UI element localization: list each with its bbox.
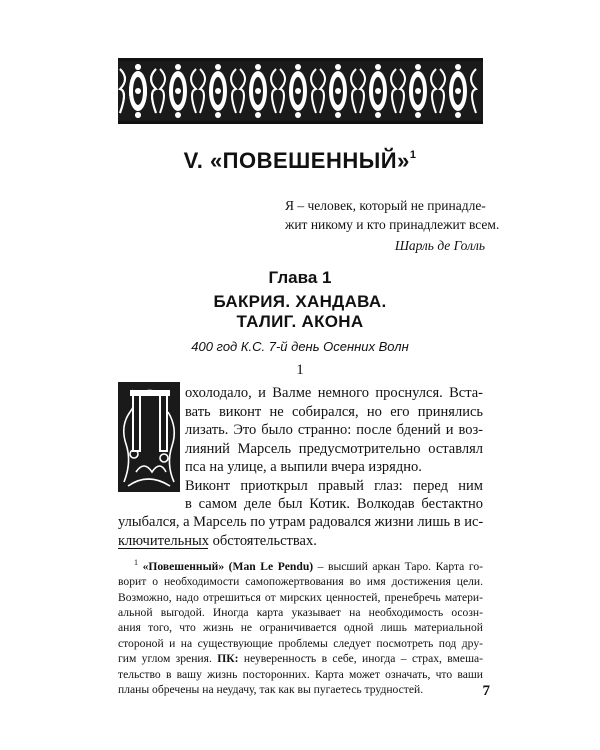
page-number: 7: [482, 683, 490, 699]
footnote-line: [118, 555, 483, 574]
epigraph-line: жит никому и кто принадлежит всем.: [285, 217, 500, 232]
footnote-line: альной выгодой. Иногда карта указывает на необходимость осозн-: [118, 606, 483, 620]
footnote-divider: [118, 548, 208, 549]
floral-ornament-icon: [118, 58, 483, 124]
body-line: Виконт приоткрыл правый глаз: перед ним: [185, 477, 483, 494]
body-text-full-width: [118, 513, 483, 550]
body-text: [185, 384, 483, 514]
body-line: улыбался, а Марсель по утрам радовался жизни лишь в ис-: [118, 514, 484, 530]
body-line: лизать. Это было странно: после бдений и воз-: [185, 422, 483, 438]
ornamental-dropcap-icon: [118, 382, 180, 492]
footnote-line: планы обречены на неудачу, так как вы пугаетесь трудностей.: [118, 683, 424, 697]
footnote-line: тельство в вашу жизнь посторонних. Карта может означать, что ваши: [118, 667, 483, 681]
body-line: пса на улице, а выпили вчера изрядно.: [185, 459, 422, 475]
footnote-line: Возможно, надо отрешиться от мирских ценностей, пренебречь матери-: [118, 590, 483, 604]
chapter-label: Глава 1: [268, 268, 332, 287]
chapter-title-line: ТАЛИГ. АКОНА: [236, 312, 364, 331]
footnote-mark: 1: [134, 558, 138, 567]
body-line: в самом деле был Котик. Волкодав бестактно: [185, 496, 483, 512]
footnote: [118, 555, 483, 698]
body-line: охолодало, и Валме немного проснулся. Вста-: [185, 385, 483, 401]
part-title: V. «ПОВЕШЕННЫЙ»$^1$: [183, 148, 417, 173]
epigraph: [285, 196, 500, 255]
footnote-text: гим углом зрения.: [118, 652, 212, 666]
footnote-line: [118, 651, 483, 666]
footnote-term: «Повешенный» (Man Le Pendu): [142, 559, 314, 573]
footnote-ref[interactable]: 1: [409, 149, 417, 161]
section-number: 1: [296, 362, 304, 378]
body-line: вать виконт не собирался, но его принялись: [185, 403, 483, 420]
chapter-title-line: БАКРИЯ. ХАНДАВА.: [213, 292, 387, 311]
chapter-dateline: 400 год К.С. 7-й день Осенних Волн: [191, 339, 409, 354]
epigraph-author: Шарль де Голль: [394, 238, 485, 253]
footnote-line: ворит о необходимости самопожертвования во имя достижения цели.: [118, 575, 483, 589]
chapter-title: [0, 292, 600, 332]
body-line: ключительных обстоятельствах.: [118, 532, 317, 549]
footnote-line: ания того, что жизнь не ограничивается одной лишь материальной: [118, 621, 483, 635]
footnote-text: неуверенность в себе, иногда – страх, вмеша-: [238, 652, 483, 666]
footnote-pk-label: ПК:: [217, 652, 239, 666]
footnote-line: стороной и на существующие проблемы следует посмотреть под дру-: [118, 636, 483, 650]
body-line: лияний Марсель предусмотрительно оставлял: [185, 440, 483, 457]
epigraph-line: Я – человек, который не принадле-: [285, 198, 486, 213]
footnote-text: – высший аркан Таро. Карта го-: [313, 559, 483, 573]
